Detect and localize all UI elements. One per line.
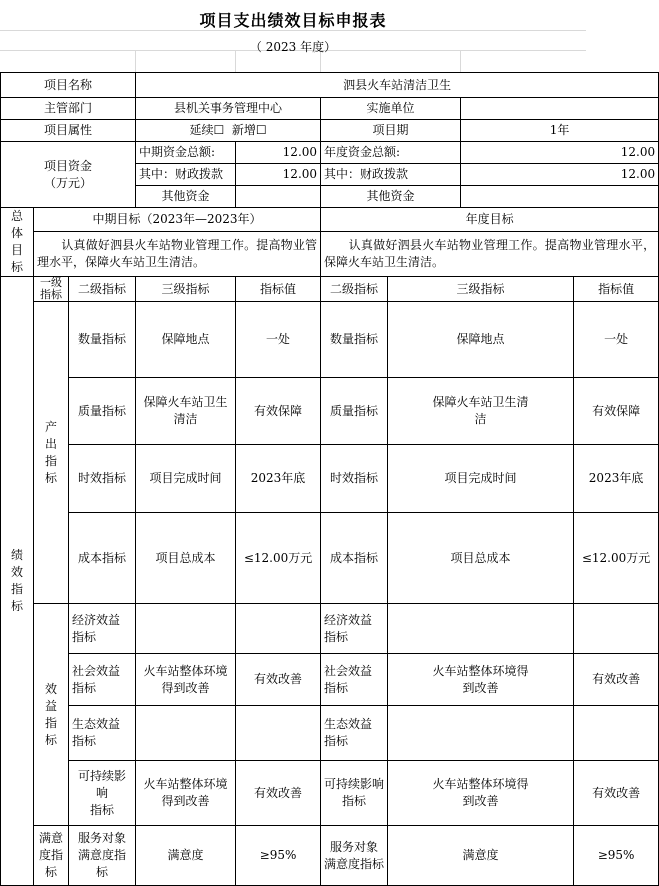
level2-cell: 数量指标 (69, 302, 136, 378)
year-value-cell[interactable]: ≥95% (574, 826, 659, 886)
overall-goal-label: 总 体 目 标 (1, 208, 34, 277)
level3-cell[interactable]: 保障火车站卫生 清洁 (136, 378, 236, 445)
year-value-cell[interactable]: 2023年底 (574, 445, 659, 513)
mid-fiscal-label: 其中：财政拨款 (136, 164, 236, 186)
value-cell[interactable]: 有效改善 (236, 761, 321, 826)
year-level3-cell[interactable]: 火车站整体环境得 到改善 (388, 761, 574, 826)
value-cell[interactable]: 2023年底 (236, 445, 321, 513)
indicator-row (1, 654, 659, 706)
mid-other-value[interactable] (236, 186, 321, 208)
year-level3-cell[interactable]: 项目总成本 (388, 513, 574, 604)
period-label: 项目期 (321, 120, 461, 142)
year-level2-cell: 可持续影响 指标 (321, 761, 388, 826)
level1-header: 一级 指标 (34, 277, 69, 302)
level2-cell: 社会效益 指标 (69, 654, 136, 706)
year-level3-cell[interactable]: 满意度 (388, 826, 574, 886)
year-level2-cell: 质量指标 (321, 378, 388, 445)
department-label: 主管部门 (1, 98, 136, 120)
level3-cell[interactable] (136, 706, 236, 761)
year-value-header: 指标值 (574, 277, 659, 302)
page-title: 项目支出绩效目标申报表 (199, 11, 387, 30)
level3-cell[interactable]: 项目总成本 (136, 513, 236, 604)
satisfaction-indicator-label: 满意 度指 标 (34, 826, 69, 886)
level3-cell[interactable]: 满意度 (136, 826, 236, 886)
level3-cell[interactable]: 火车站整体环境 得到改善 (136, 654, 236, 706)
year-value-cell[interactable]: ≤12.00万元 (574, 513, 659, 604)
project-name-value[interactable]: 泗县火车站清洁卫生 (136, 73, 659, 98)
value-header: 指标值 (236, 277, 321, 302)
year-value-cell[interactable]: 一处 (574, 302, 659, 378)
indicator-row (1, 604, 659, 654)
indicator-row (1, 302, 659, 378)
year-other-label: 其他资金 (321, 186, 461, 208)
value-cell[interactable] (236, 706, 321, 761)
level2-cell: 可持续影 响 指标 (69, 761, 136, 826)
level3-header: 三级指标 (136, 277, 236, 302)
year-other-value[interactable] (461, 186, 659, 208)
level3-cell[interactable]: 火车站整体环境 得到改善 (136, 761, 236, 826)
row-attribute (1, 120, 659, 142)
value-cell[interactable]: 有效改善 (236, 654, 321, 706)
year-level3-cell[interactable]: 项目完成时间 (388, 445, 574, 513)
year-goal-header: 年度目标 (321, 208, 659, 232)
year-value-cell[interactable]: 有效改善 (574, 654, 659, 706)
year-level3-cell[interactable]: 火车站整体环境得 到改善 (388, 654, 574, 706)
mid-goal-header: 中期目标（2023年—2023年） (34, 208, 321, 232)
year-level2-cell: 服务对象 满意度指标 (321, 826, 388, 886)
output-indicator-label: 产 出 指 标 (34, 302, 69, 604)
year-level2-cell: 成本指标 (321, 513, 388, 604)
year-level3-header: 三级指标 (388, 277, 574, 302)
level3-cell[interactable] (136, 604, 236, 654)
indicator-row (1, 826, 659, 886)
year-level2-header: 二级指标 (321, 277, 388, 302)
year-level2-cell: 社会效益 指标 (321, 654, 388, 706)
value-cell[interactable]: ≤12.00万元 (236, 513, 321, 604)
value-cell[interactable]: ≥95% (236, 826, 321, 886)
year-fiscal-value[interactable]: 12.00 (461, 164, 659, 186)
fund-label: 项目资金 （万元） (1, 142, 136, 208)
indicator-row (1, 706, 659, 761)
year-level3-cell[interactable]: 保障火车站卫生清 洁 (388, 378, 574, 445)
indicator-row (1, 378, 659, 445)
mid-other-label: 其他资金 (136, 186, 236, 208)
row-indicator-headers (1, 277, 659, 302)
year-value-cell[interactable] (574, 604, 659, 654)
level2-cell: 成本指标 (69, 513, 136, 604)
year-goal-text[interactable]: 认真做好泗县火车站物业管理工作。提高物业管理水平，保障火车站卫生清洁。 (321, 231, 659, 276)
mid-goal-text[interactable]: 认真做好泗县火车站物业管理工作。提高物业管理水平，保障火车站卫生清洁。 (34, 231, 321, 276)
value-cell[interactable]: 一处 (236, 302, 321, 378)
level2-cell: 生态效益 指标 (69, 706, 136, 761)
level3-cell[interactable]: 保障地点 (136, 302, 236, 378)
year-level2-cell: 生态效益 指标 (321, 706, 388, 761)
mid-fiscal-value[interactable]: 12.00 (236, 164, 321, 186)
year-level2-cell: 数量指标 (321, 302, 388, 378)
year-line: （ 2023 年度） (249, 40, 337, 54)
mid-total-label: 中期资金总额: (136, 142, 236, 164)
performance-indicator-label: 绩 效 指 标 (1, 277, 34, 886)
year-value-cell[interactable]: 有效改善 (574, 761, 659, 826)
year-level3-cell[interactable] (388, 706, 574, 761)
report-table (0, 72, 659, 886)
attribute-value[interactable]: 延续☐ 新增☐ (136, 120, 321, 142)
year-level3-cell[interactable] (388, 604, 574, 654)
level3-cell[interactable]: 项目完成时间 (136, 445, 236, 513)
level2-header: 二级指标 (69, 277, 136, 302)
year-level2-cell: 时效指标 (321, 445, 388, 513)
year-level2-cell: 经济效益 指标 (321, 604, 388, 654)
level2-cell: 时效指标 (69, 445, 136, 513)
year-total-value[interactable]: 12.00 (461, 142, 659, 164)
year-fiscal-label: 其中：财政拨款 (321, 164, 461, 186)
implementer-label: 实施单位 (321, 98, 461, 120)
department-value[interactable]: 县机关事务管理中心 (136, 98, 321, 120)
year-level3-cell[interactable]: 保障地点 (388, 302, 574, 378)
implementer-value[interactable] (461, 98, 659, 120)
row-goal-headers (1, 208, 659, 232)
project-name-label: 项目名称 (1, 73, 136, 98)
row-department (1, 98, 659, 120)
row-project-name (1, 73, 659, 98)
year-value-cell[interactable] (574, 706, 659, 761)
level2-cell: 质量指标 (69, 378, 136, 445)
row-goal-text (1, 231, 659, 276)
indicator-row (1, 761, 659, 826)
attribute-label: 项目属性 (1, 120, 136, 142)
mid-total-value[interactable]: 12.00 (236, 142, 321, 164)
level2-cell: 服务对象 满意度指 标 (69, 826, 136, 886)
year-value-cell[interactable]: 有效保障 (574, 378, 659, 445)
year-total-label: 年度资金总额: (321, 142, 461, 164)
level2-cell: 经济效益 指标 (69, 604, 136, 654)
indicator-row (1, 513, 659, 604)
period-value[interactable]: 1年 (461, 120, 659, 142)
value-cell[interactable] (236, 604, 321, 654)
value-cell[interactable]: 有效保障 (236, 378, 321, 445)
row-fund-total (1, 142, 659, 164)
benefit-indicator-label: 效 益 指 标 (34, 604, 69, 826)
indicator-row (1, 445, 659, 513)
